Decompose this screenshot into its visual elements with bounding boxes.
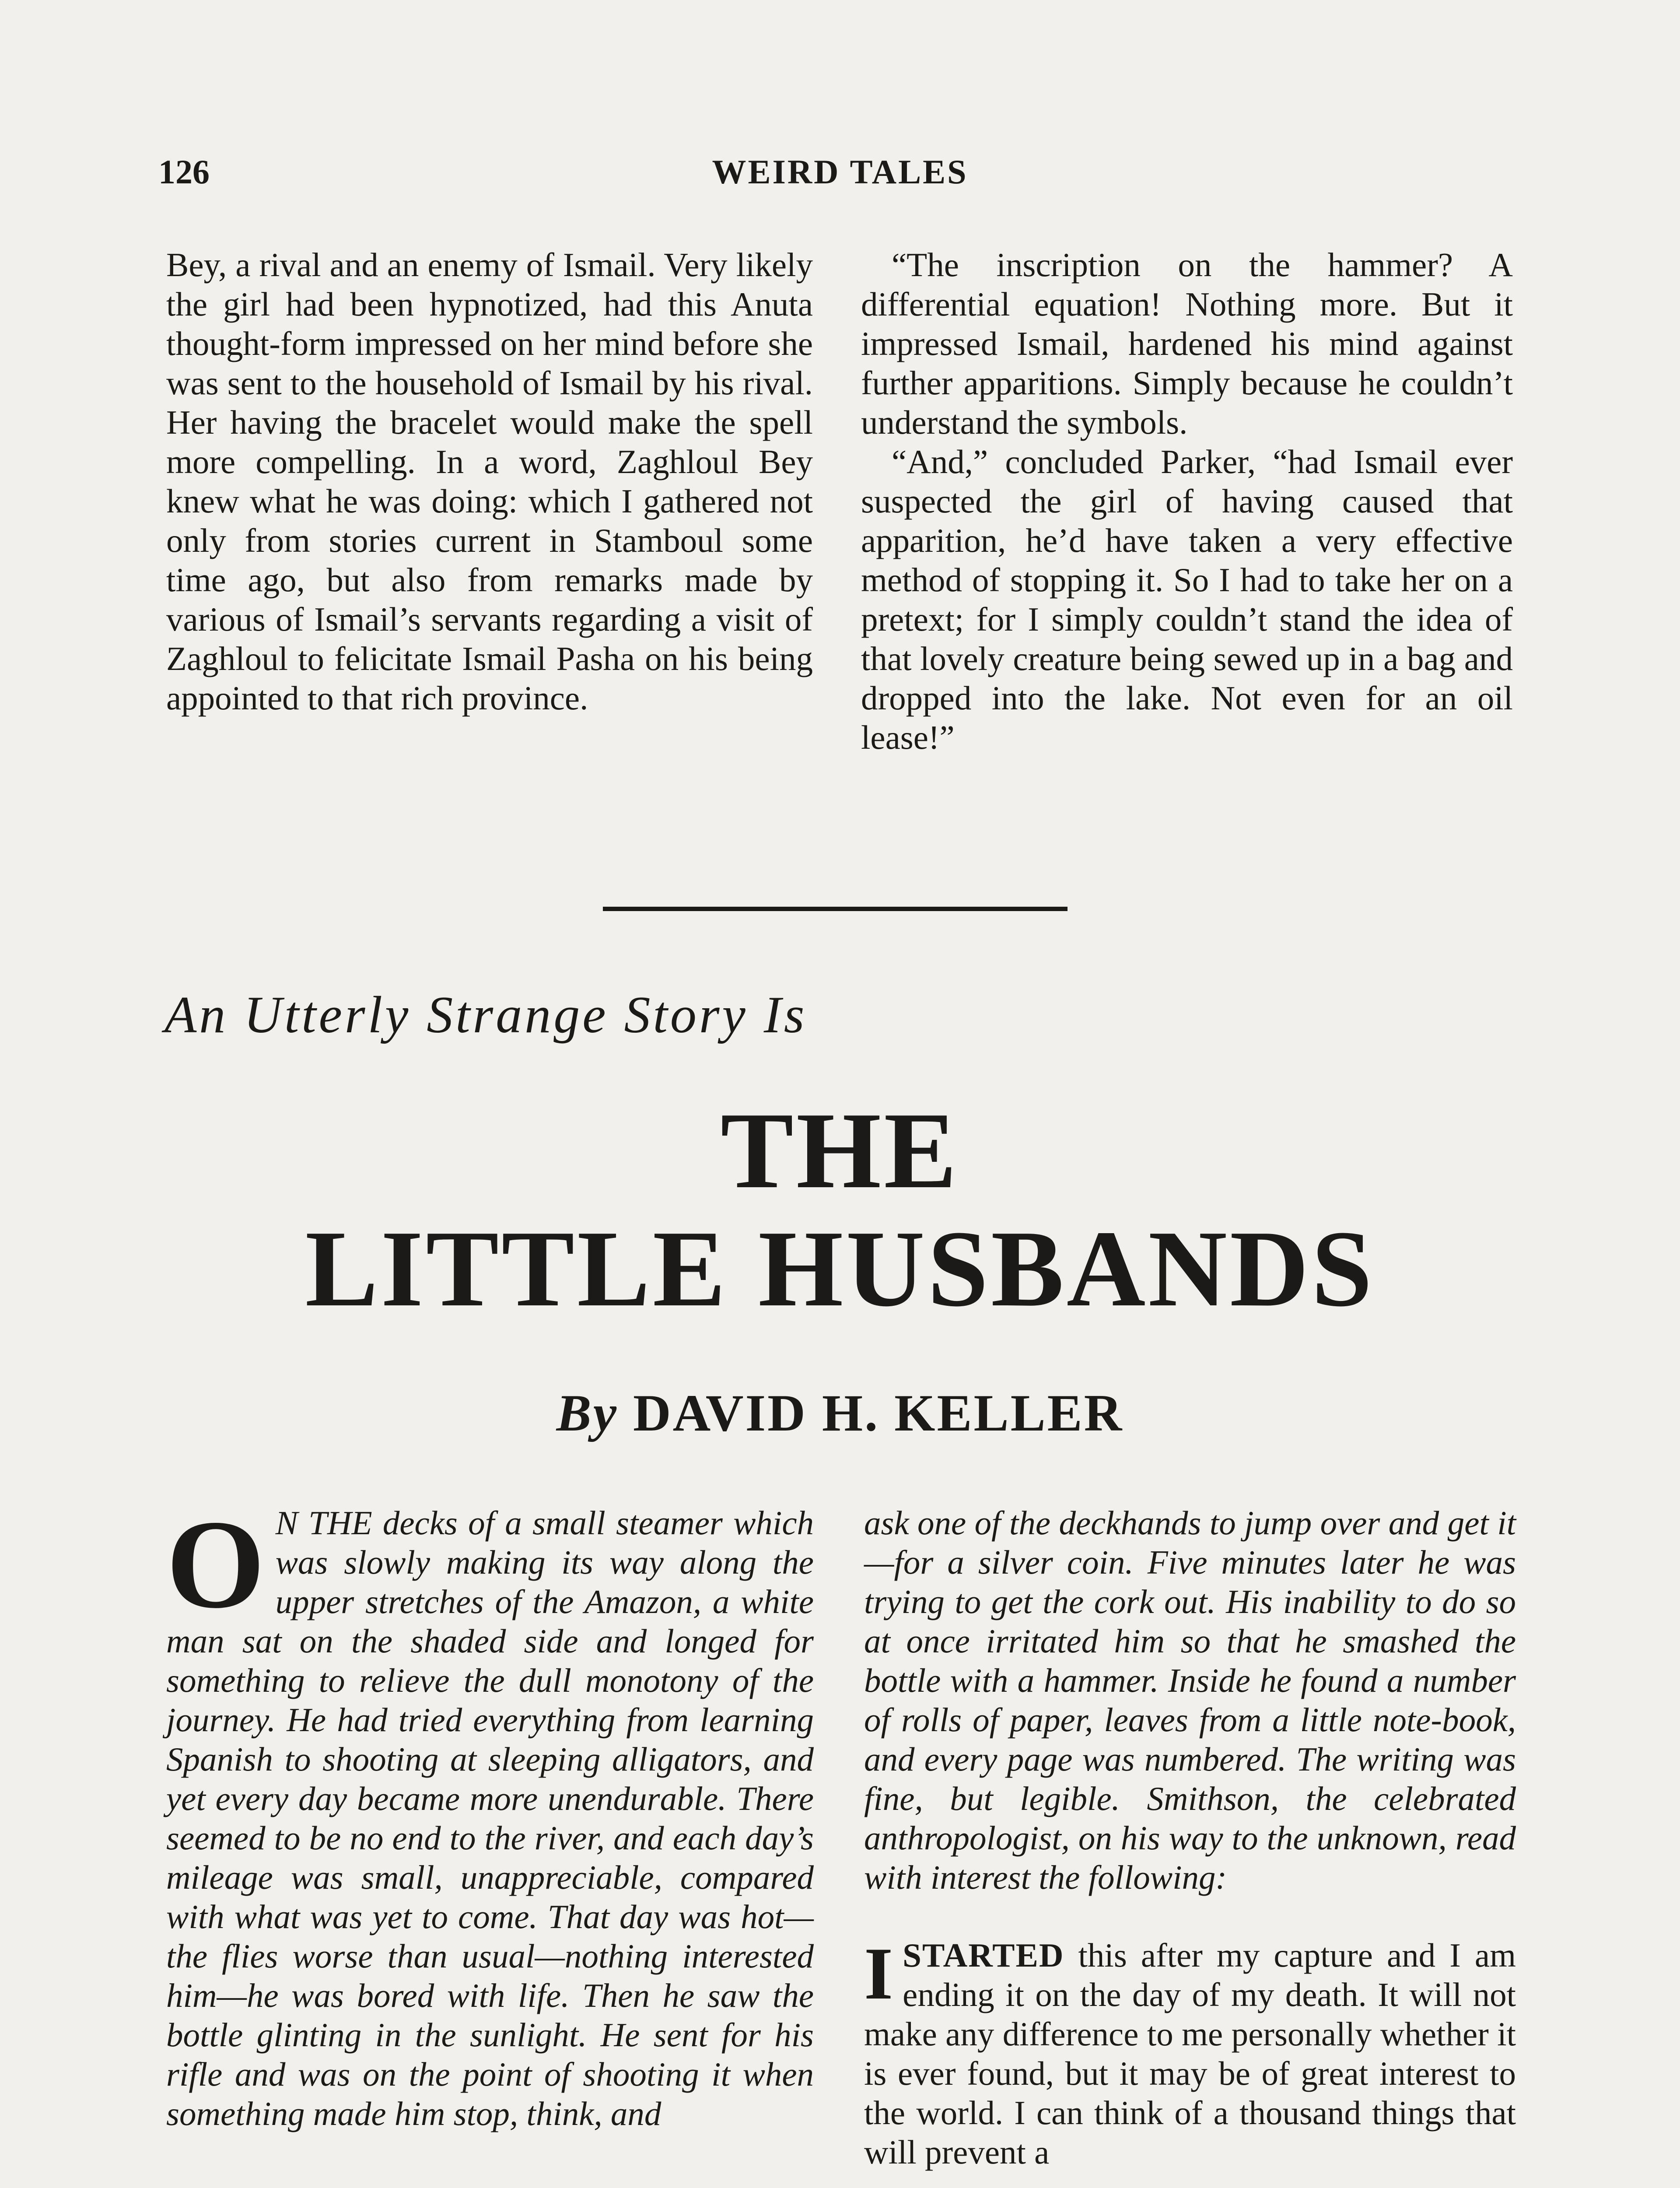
- previous-story-left-column: [166, 245, 813, 718]
- story-title-line-2: LITTLE HUSBANDS: [305, 1208, 1375, 1329]
- previous-story-paragraph: Bey, a rival and an enemy of Ismail. Very likely the girl had been hypnotized, had this Anuta thought-form impressed on her mind before she was sent to the household of Ismail by his rival. Her having the bracelet would make the spell more compelling. In a word, Zaghloul Bey knew what he was doing: which I gathered not only from stories current in Stamboul some time ago, but also from remarks made by various of Ismail’s servants regarding a visit of Zaghloul to felicitate Ismail Pasha on his being appointed to that rich province.: [166, 246, 813, 717]
- previous-story-right-column: [861, 245, 1513, 757]
- byline-author: DAVID H. KELLER: [633, 1384, 1124, 1442]
- section-divider: [603, 907, 1068, 911]
- page-number: 126: [158, 153, 210, 191]
- story-title-line-1: THE: [721, 1090, 959, 1211]
- drop-cap-i: I: [864, 1932, 893, 2015]
- story-right-column: [864, 1503, 1516, 2172]
- byline-by: By: [556, 1384, 618, 1442]
- previous-story-paragraph: “The inscription on the hammer? A differential equation! Nothing more. But it impressed Ismail, hardened his mind against further apparitions. Simply because he couldn’t understand the symbols.: [861, 246, 1513, 441]
- narrative-opening-word: STARTED: [903, 1936, 1064, 1974]
- byline: [0, 1383, 1680, 1443]
- story-intro-text: N THE decks of a small steamer which was slowly making its way along the upper stretches of the Amazon, a white man sat on the shaded side and longed for something to relieve the dull monotony of the journey. He had tried everything from learning Spanish to shooting at sleeping alligators, and yet every day became more unendurable. There seemed to be no end to the river, and each day’s mileage was small, unappreciable, compared with what was yet to come. That day was hot—the flies worse than usual—nothing interested him—he was bored with life. Then he saw the bottle glinting in the sunlight. He sent for his rifle and was on the point of shooting it when something made him stop, think, and: [166, 1504, 814, 2132]
- drop-cap-o: O: [166, 1494, 265, 1634]
- narrative-text: this after my capture and I am ending it on the day of my death. It will not make any difference to me personally whether it is ever found, but it may be of great interest to the world. I can think of a thousand things that will prevent a: [864, 1936, 1516, 2171]
- paragraph-gap: [864, 1897, 1516, 1936]
- story-intro-left-column: [166, 1494, 814, 2133]
- story-intro-continued: ask one of the deckhands to jump over and get it—for a silver coin. Five minutes later he was trying to get the cork out. His inability to do so at once irritated him so that he smashed the bottle with a hammer. Inside he found a number of rolls of paper, leaves from a little note-book, and every page was numbered. The writing was fine, but legible. Smithson, the celebrated anthropologist, on his way to the unknown, read with interest the following:: [864, 1504, 1516, 1896]
- story-narrative-paragraph: [864, 1932, 1516, 2172]
- story-intro-paragraph: [166, 1494, 814, 2133]
- running-head: WEIRD TALES: [712, 153, 968, 191]
- previous-story-paragraph: “And,” concluded Parker, “had Ismail ever suspected the girl of having caused that apparition, he’d have taken a very effective method of stopping it. So I had to take her on a pretext; for I simply couldn’t stand the idea of that lovely creature being sewed up in a bag and dropped into the lake. Not even for an oil lease!”: [861, 443, 1513, 756]
- story-kicker: An Utterly Strange Story Is: [164, 985, 807, 1044]
